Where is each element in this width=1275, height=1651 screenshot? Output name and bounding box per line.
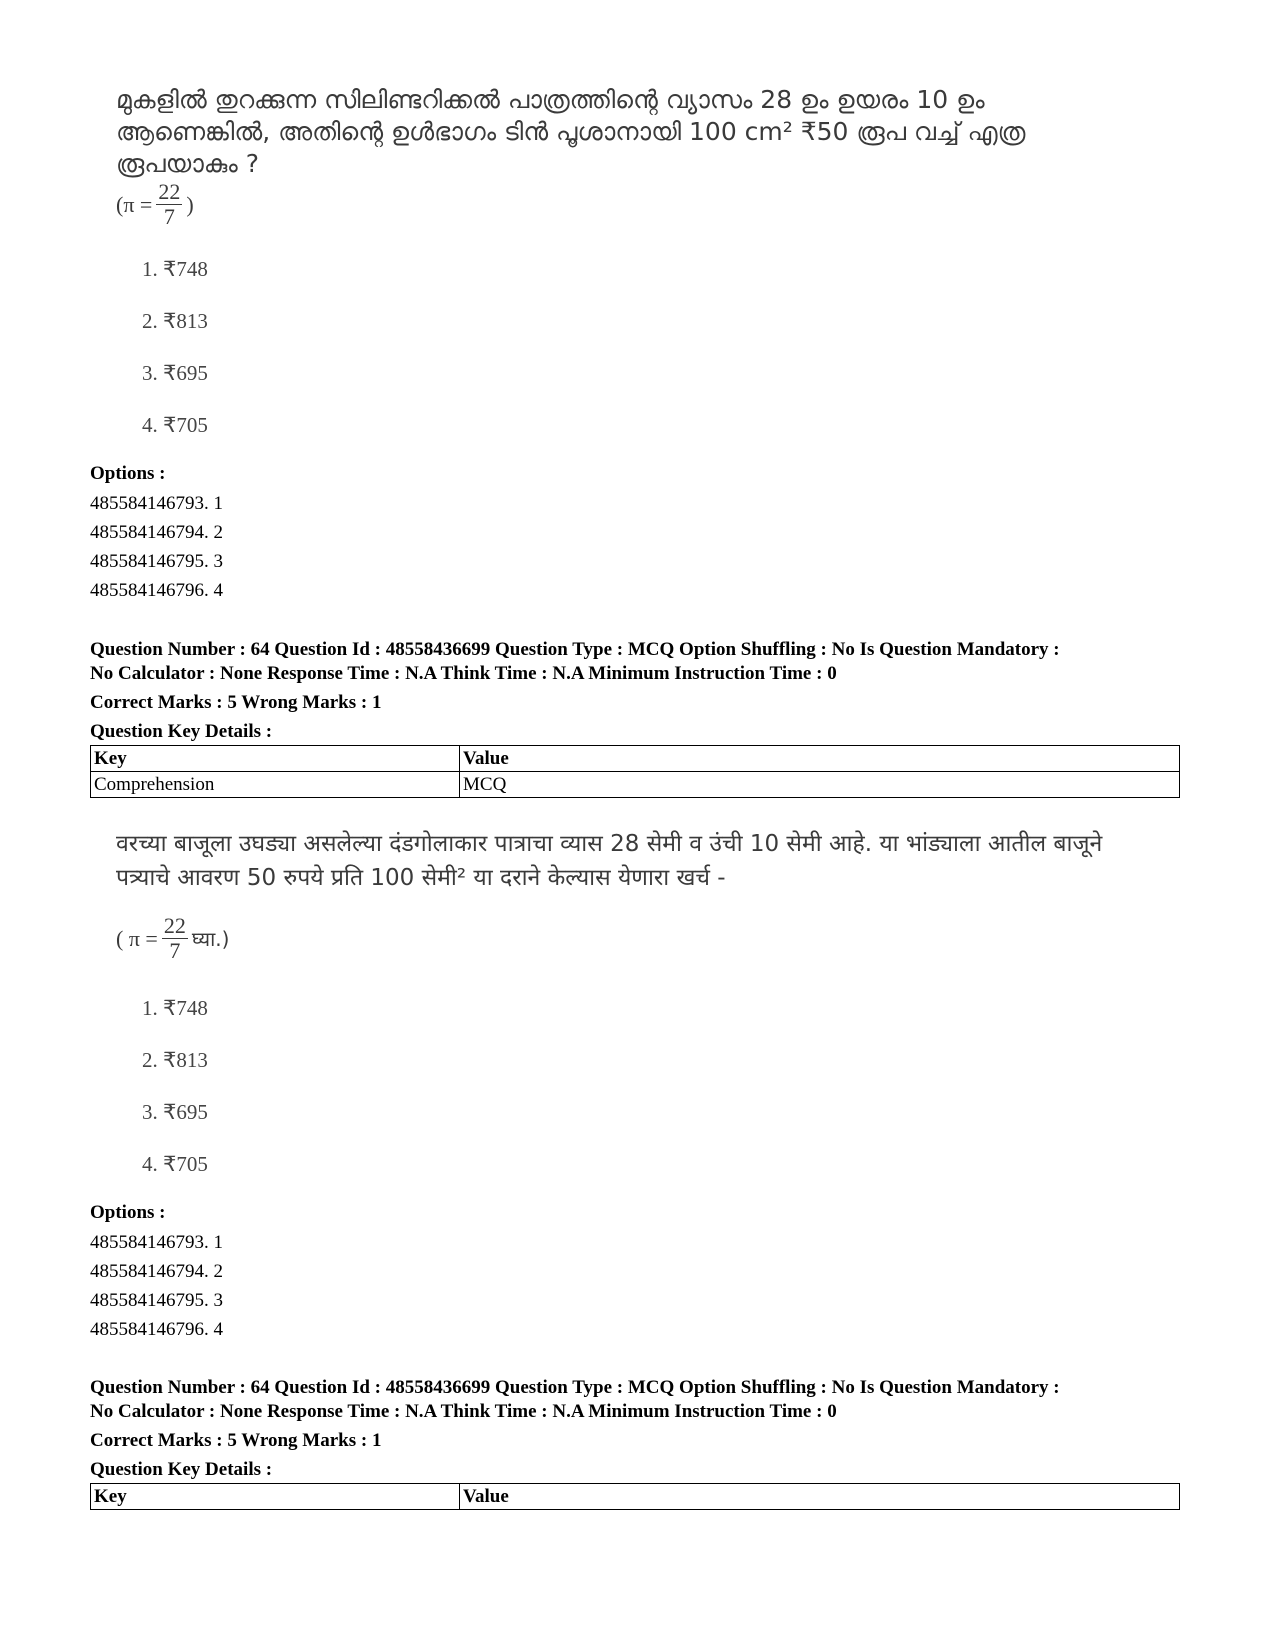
option-line: 485584146795. 3 <box>90 551 223 572</box>
marks-line: Correct Marks : 5 Wrong Marks : 1 <box>90 1430 382 1451</box>
question-1-text <box>116 84 1176 180</box>
meta-line-1: Question Number : 64 Question Id : 48558436699 Question Type : MCQ Option Shuffling : No Is Question Mandatory : <box>90 639 1060 660</box>
question-meta <box>90 1376 1180 1482</box>
option-line: 485584146793. 1 <box>90 493 223 514</box>
question-line: पत्र्याचे आवरण 50 रुपये प्रति 100 सेमी² या दराने केल्यास येणारा खर्च - <box>116 865 726 891</box>
table-header-value: Value <box>460 746 1180 772</box>
question-meta <box>90 638 1180 744</box>
option-line: 485584146796. 4 <box>90 580 223 601</box>
pi-fraction: $\frac{22}{7}$ <box>158 179 181 229</box>
pi-note: ( π = $\frac{22}{7}$ घ्या.) <box>116 913 230 963</box>
choice-item: 4. ₹705 <box>142 413 208 437</box>
option-line: 485584146796. 4 <box>90 1319 223 1340</box>
options-label: Options : <box>90 1202 166 1223</box>
choice-item: 3. ₹695 <box>142 361 208 385</box>
table-header-row <box>91 746 1180 772</box>
table-row <box>91 772 1180 798</box>
question-line: वरच्या बाजूला उघड्या असलेल्या दंडगोलाकार पात्राचा व्यास 28 सेमी व उंची 10 सेमी आहे. या भांड्याला आतील बाजूने <box>116 831 1103 857</box>
choice-item: 1. ₹748 <box>142 257 208 281</box>
meta-line-2: No Calculator : None Response Time : N.A Think Time : N.A Minimum Instruction Time : 0 <box>90 1401 837 1422</box>
key-details-table <box>90 745 1180 798</box>
options-label: Options : <box>90 463 166 484</box>
option-line: 485584146794. 2 <box>90 522 223 543</box>
question-line: രൂപയാകും ? <box>116 149 259 178</box>
table-header-key: Key <box>91 746 460 772</box>
pi-note: (π = $\frac{22}{7}$ ) <box>116 179 194 229</box>
pi-fraction: $\frac{22}{7}$ <box>163 913 186 963</box>
key-details-label: Question Key Details : <box>90 1459 273 1480</box>
marks-line: Correct Marks : 5 Wrong Marks : 1 <box>90 692 382 713</box>
choice-item: 2. ₹813 <box>142 309 208 333</box>
question-line: മുകളിൽ തുറക്കുന്ന സിലിണ്ടറിക്കൽ പാത്രത്തിന്റെ വ്യാസം 28 ഉം ഉയരം 10 ഉം <box>116 85 985 114</box>
option-line: 485584146793. 1 <box>90 1232 223 1253</box>
table-header-value: Value <box>460 1484 1180 1510</box>
key-details-table <box>90 1483 1180 1510</box>
table-header-key: Key <box>91 1484 460 1510</box>
table-cell-key: Comprehension <box>91 772 460 798</box>
meta-line-1: Question Number : 64 Question Id : 48558436699 Question Type : MCQ Option Shuffling : No Is Question Mandatory : <box>90 1377 1060 1398</box>
option-line: 485584146795. 3 <box>90 1290 223 1311</box>
choice-item: 1. ₹748 <box>142 996 208 1020</box>
choice-item: 3. ₹695 <box>142 1100 208 1124</box>
options-section <box>90 462 223 605</box>
table-cell-value: MCQ <box>460 772 1180 798</box>
meta-line-2: No Calculator : None Response Time : N.A Think Time : N.A Minimum Instruction Time : 0 <box>90 663 837 684</box>
choice-item: 4. ₹705 <box>142 1152 208 1176</box>
choice-item: 2. ₹813 <box>142 1048 208 1072</box>
key-details-label: Question Key Details : <box>90 721 273 742</box>
table-header-row <box>91 1484 1180 1510</box>
option-line: 485584146794. 2 <box>90 1261 223 1282</box>
question-line: ആണെങ്കിൽ, അതിന്റെ ഉൾഭാഗം ടിൻ പൂശാനായി 100 cm² ₹50 രൂപ വച്ച് എത്ര <box>116 117 1026 146</box>
question-2-text <box>116 827 1176 895</box>
options-section <box>90 1201 223 1344</box>
